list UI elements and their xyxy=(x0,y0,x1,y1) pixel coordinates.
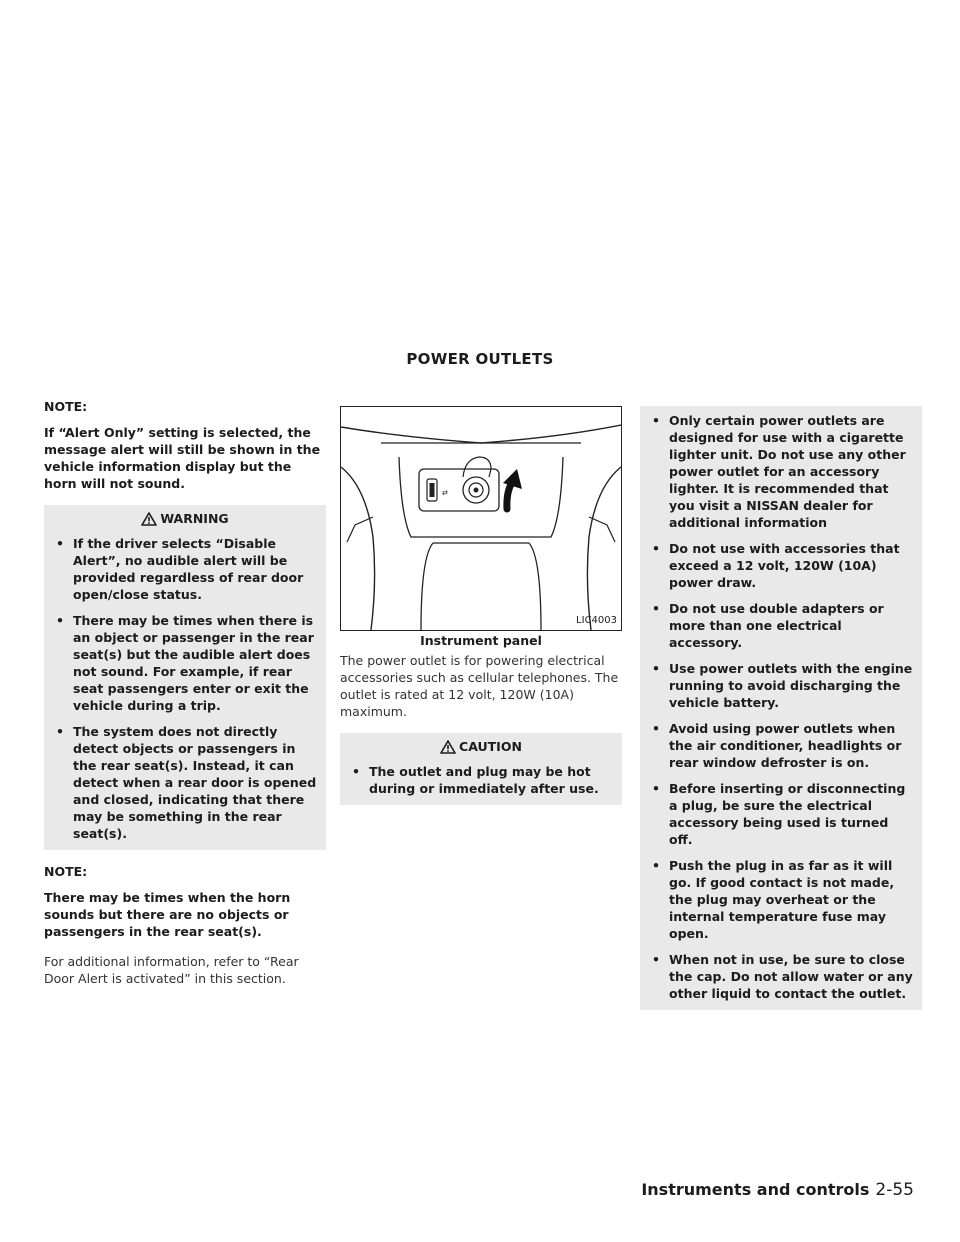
instrument-panel-figure xyxy=(340,406,622,631)
warning-triangle-icon xyxy=(440,740,456,754)
caution-label: CAUTION xyxy=(459,739,522,754)
note-2-body: There may be times when the horn sounds but there are no objects or passengers in the rear seat(s). xyxy=(44,890,291,939)
caution-item: • The outlet and plug may be hot during or immediately after use. xyxy=(346,763,616,797)
column-1 xyxy=(44,398,326,987)
caution-item: • Avoid using power outlets when the air conditioner, headlights or rear window defroster is on. xyxy=(646,720,916,771)
column-3 xyxy=(640,406,922,1023)
caution-list xyxy=(346,763,616,797)
instrument-panel-illustration xyxy=(341,407,621,630)
page-footer xyxy=(641,1180,914,1200)
warning-triangle-icon xyxy=(141,512,157,526)
page-number: 2-55 xyxy=(875,1180,914,1200)
caution-box xyxy=(340,733,622,805)
up-arrow-icon xyxy=(503,469,522,509)
chapter-title: Instruments and controls xyxy=(641,1180,870,1199)
note-1-heading: NOTE: xyxy=(44,399,88,414)
warning-item: • The system does not directly detect objects or passengers in the rear seat(s). Instead, it can detect when a rear door is opened and closed, indicating that there may be something in the rear seat(s). xyxy=(50,723,320,842)
caution-item: • Only certain power outlets are designed for use with a cigarette lighter unit. Do not use any other power outlet for an accessory lighter. It is recommended that you visit a NISSAN dealer for additional information xyxy=(646,412,916,531)
figure-caption: Instrument panel xyxy=(420,633,542,648)
caution-item: • Use power outlets with the engine running to avoid discharging the vehicle battery. xyxy=(646,660,916,711)
caution-item: • Do not use double adapters or more than one electrical accessory. xyxy=(646,600,916,651)
figure-code: LIC4003 xyxy=(576,615,617,626)
warning-label: WARNING xyxy=(160,511,229,526)
warning-header xyxy=(50,510,320,527)
section-title: POWER OUTLETS xyxy=(406,350,554,368)
warning-list xyxy=(50,535,320,842)
caution-item: • When not in use, be sure to close the cap. Do not allow water or any other liquid to contact the outlet. xyxy=(646,951,916,1002)
warning-item: • If the driver selects “Disable Alert”, no audible alert will be provided regardless of rear door open/close status. xyxy=(50,535,320,603)
caution-continued-list xyxy=(646,412,916,1002)
column-2 xyxy=(340,406,622,818)
warning-box xyxy=(44,505,326,850)
warning-item: • There may be times when there is an object or passenger in the rear seat(s) but the audible alert does not sound. For example, if rear seat passengers enter or exit the vehicle during a trip. xyxy=(50,612,320,714)
svg-text:⇄: ⇄ xyxy=(442,489,448,497)
caution-item: • Do not use with accessories that exceed a 12 volt, 120W (10A) power draw. xyxy=(646,540,916,591)
caution-item: • Push the plug in as far as it will go. If good contact is not made, the plug may overheat or the internal temperature fuse may open. xyxy=(646,857,916,942)
note-1-body: If “Alert Only” setting is selected, the message alert will still be shown in the vehicle information display but the horn will not sound. xyxy=(44,425,321,491)
caution-header xyxy=(346,738,616,755)
reference-text: For additional information, refer to “Rear Door Alert is activated” in this section. xyxy=(44,954,299,986)
power-outlet-description: The power outlet is for powering electrical accessories such as cellular telephones. The outlet is rated at 12 volt, 120W (10A) maximum. xyxy=(340,653,619,719)
caution-item: • Before inserting or disconnecting a plug, be sure the electrical accessory being used is turned off. xyxy=(646,780,916,848)
note-2-heading: NOTE: xyxy=(44,864,88,879)
caution-continued-box xyxy=(640,406,922,1010)
